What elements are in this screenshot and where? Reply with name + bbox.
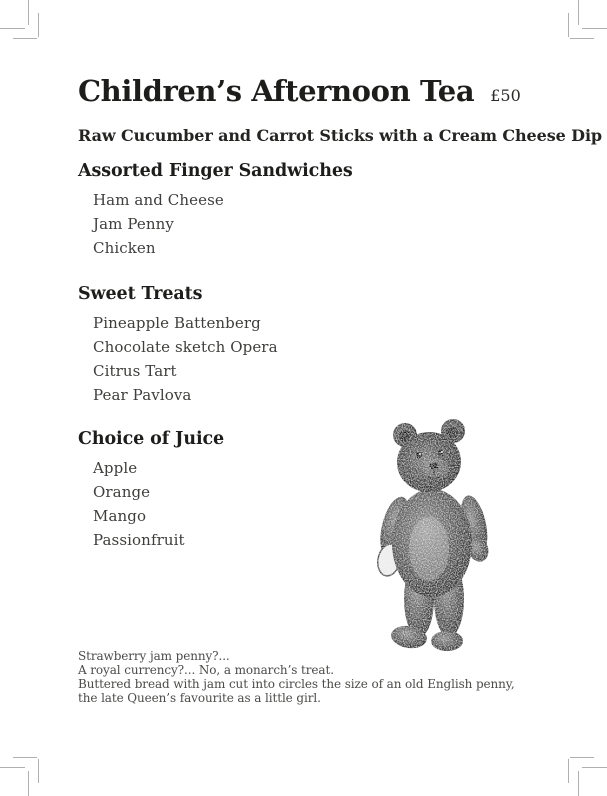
section-sweet-treats [78,283,278,407]
crop-mark [0,767,25,768]
crop-mark [38,759,39,783]
menu-item: Orange [93,483,151,501]
crop-mark [0,28,25,29]
menu-item: Chocolate sketch Opera [93,338,278,356]
price-label: £50 [490,86,521,105]
menu-item: Mango [93,507,147,525]
crop-mark [570,38,594,39]
crop-mark [568,13,569,37]
crop-mark [578,771,579,796]
menu-item: Jam Penny [93,215,174,233]
section-heading: Choice of Juice [78,429,225,449]
teddy-bear-illustration [374,417,514,652]
menu-item: Citrus Tart [93,362,177,380]
section-heading: Assorted Finger Sandwiches [78,161,353,181]
section-sandwiches [78,160,353,260]
footnote-line: Strawberry jam penny?... [78,649,230,663]
crop-mark [28,0,29,25]
menu-item: Passionfruit [93,531,185,549]
section-juice [78,428,224,552]
crop-mark [582,767,607,768]
menu-item: Pineapple Battenberg [93,314,261,332]
footnote-line: A royal currency?... No, a monarch’s treat. [78,663,334,677]
menu-item: Chicken [93,239,156,257]
section-heading: Sweet Treats [78,284,203,304]
menu-item: Pear Pavlova [93,386,192,404]
crop-mark [28,771,29,796]
menu-item: Apple [93,459,138,477]
menu-item: Ham and Cheese [93,191,224,209]
footnote-line: Buttered bread with jam cut into circles the size of an old English penny, [78,677,515,691]
crop-mark [570,757,594,758]
menu-subtitle: Raw Cucumber and Carrot Sticks with a Cream Cheese Dip [78,126,603,145]
crop-mark [568,759,569,783]
title-row [78,74,567,108]
crop-mark [38,13,39,37]
footnote [78,649,515,705]
crop-mark [578,0,579,25]
crop-mark [13,38,37,39]
page-title: Children’s Afternoon Tea [78,74,475,108]
crop-mark [13,757,37,758]
crop-mark [582,28,607,29]
footnote-line: the late Queen’s favourite as a little girl. [78,691,321,705]
